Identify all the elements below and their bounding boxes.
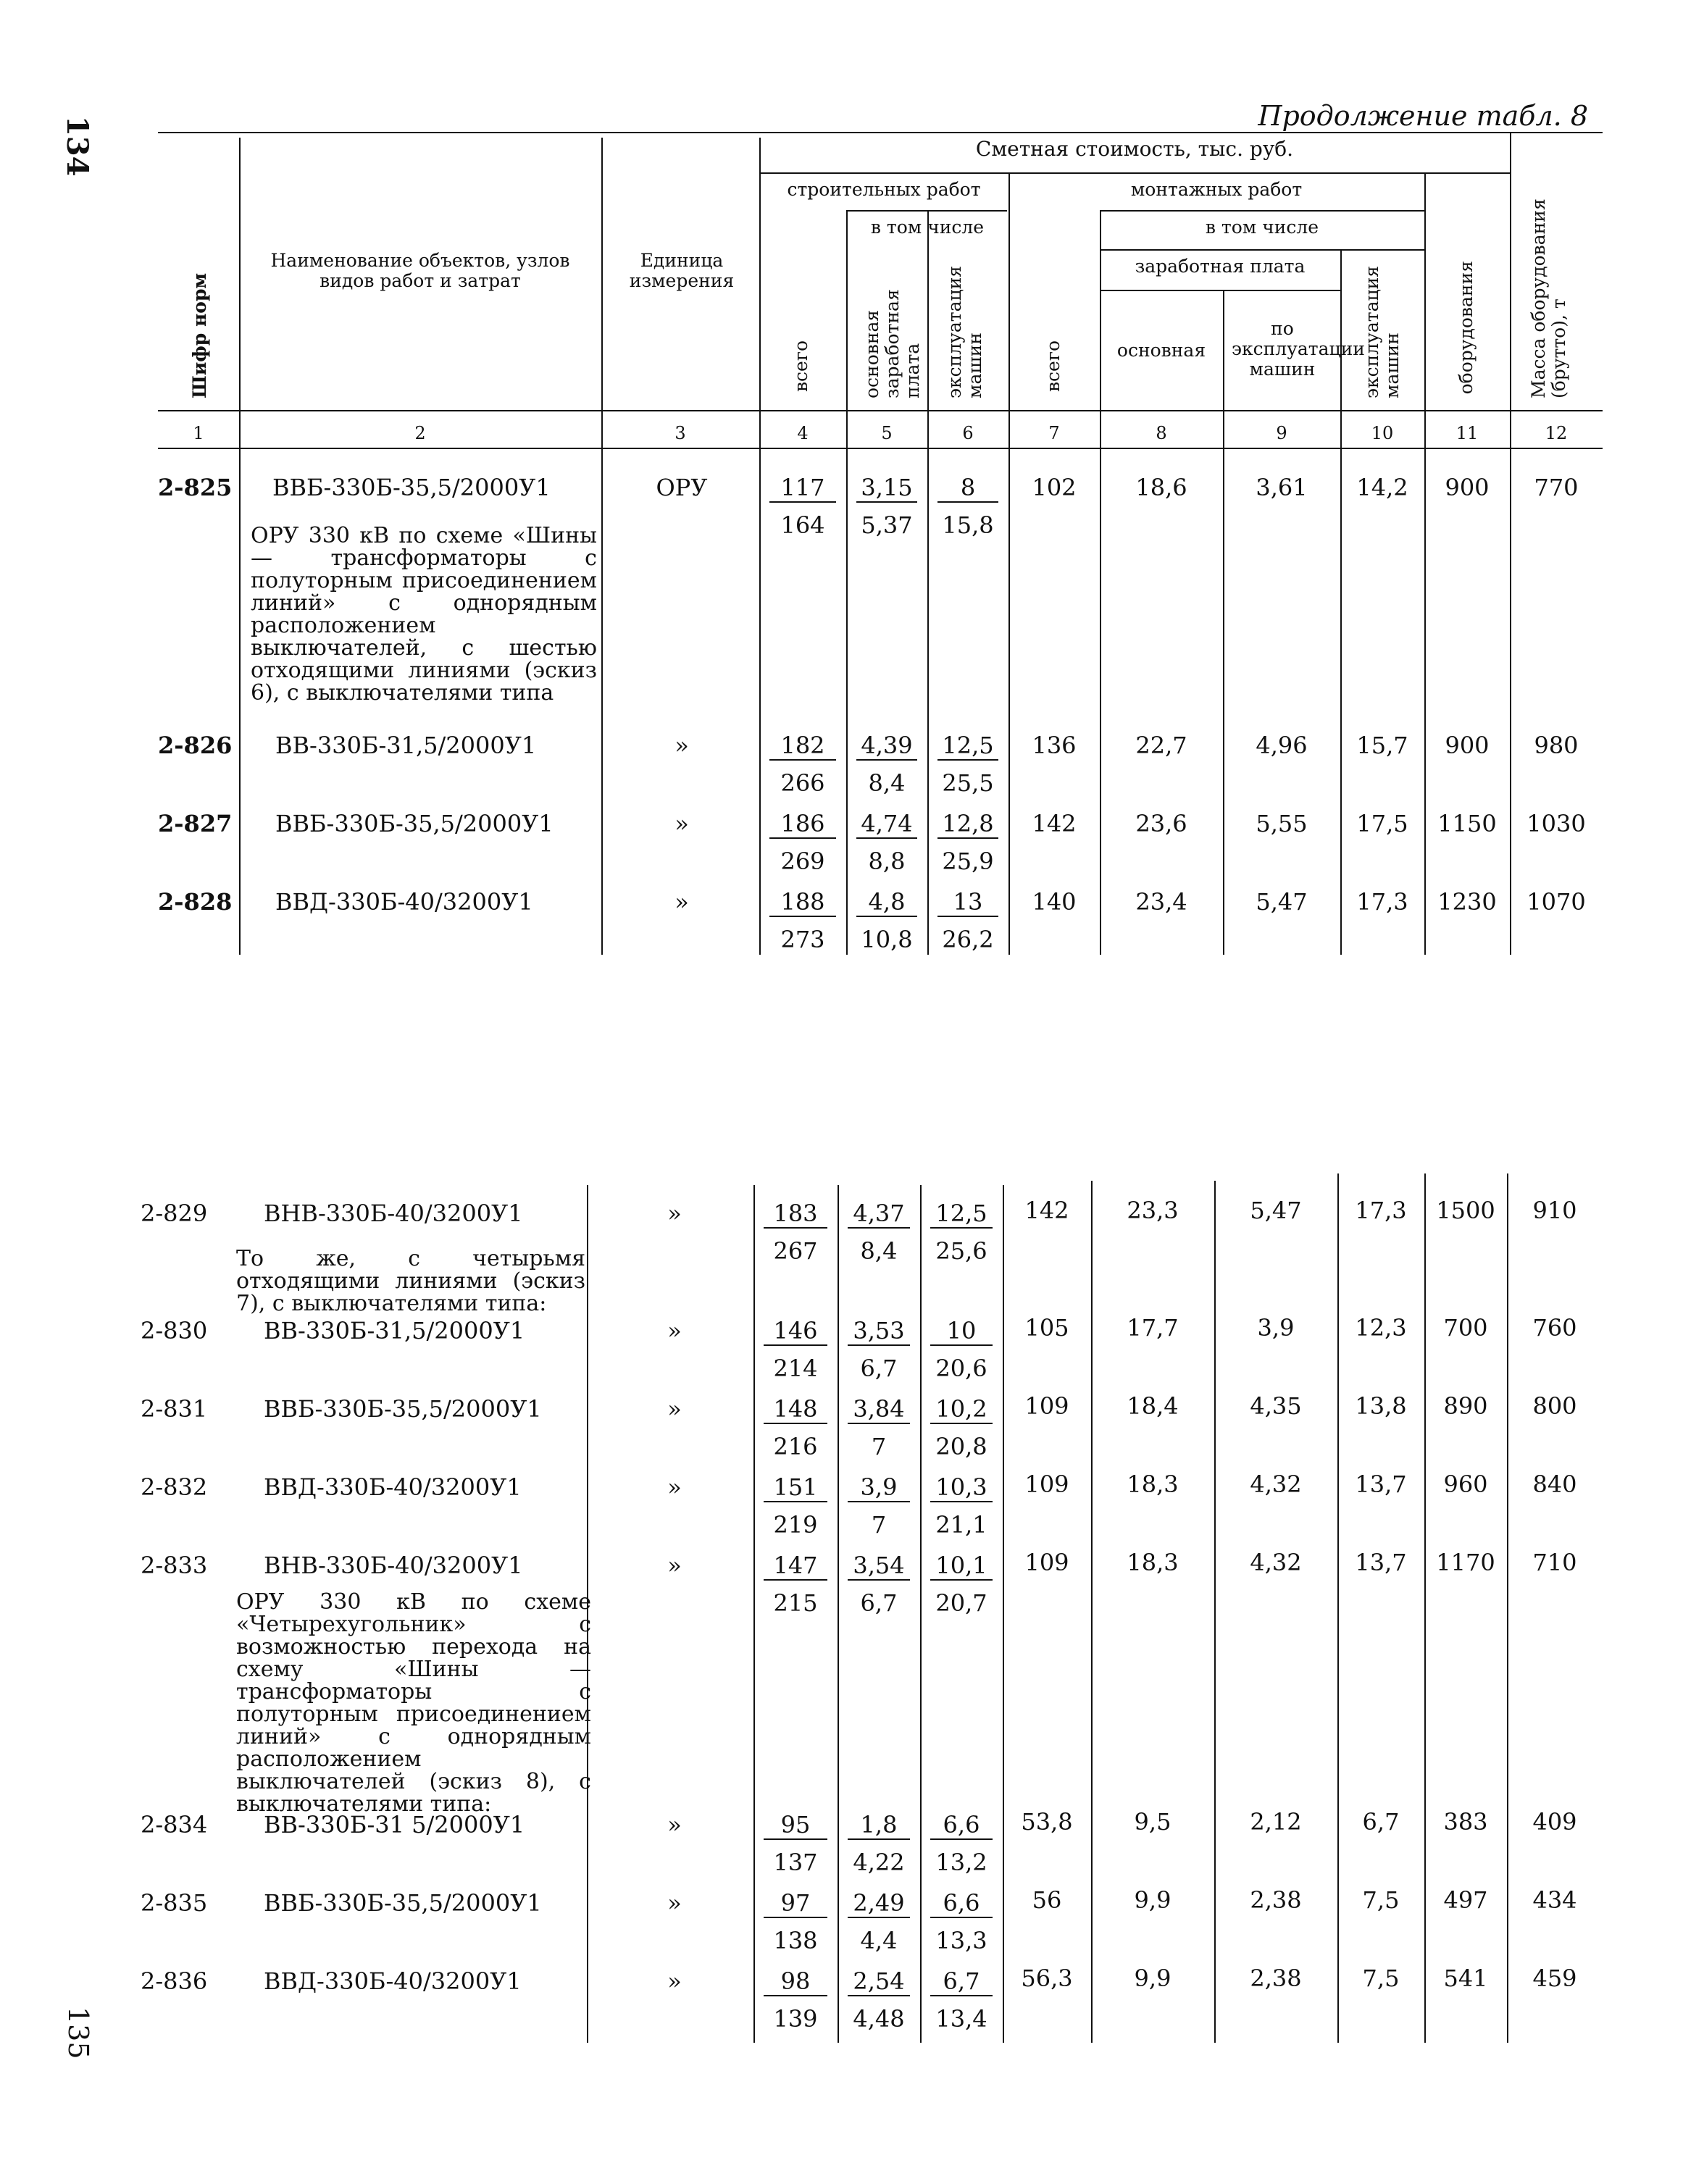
row-c9: 5,47 — [1256, 888, 1308, 916]
colnum-bottom-rule — [158, 448, 1603, 449]
row-c9: 4,96 — [1256, 732, 1308, 759]
row-c5-top: 3,54 — [848, 1552, 910, 1581]
row-c5-bottom: 8,4 — [860, 1237, 898, 1265]
row-c5-top: 3,84 — [848, 1395, 910, 1424]
row-unit: » — [667, 1967, 682, 1995]
column-number: 10 — [1371, 423, 1394, 443]
row-name: ВВБ-330Б-35,5/2000У1 — [264, 1395, 542, 1423]
row-c4-top: 97 — [764, 1889, 827, 1918]
row-c7: 109 — [1024, 1470, 1069, 1498]
row-c11: 497 — [1443, 1886, 1488, 1914]
header-inst-total: всего — [1043, 340, 1064, 393]
header-top-rule — [158, 132, 1603, 133]
row-c5-top: 2,54 — [848, 1967, 910, 1996]
header-inst-including: в том числе — [1205, 217, 1319, 238]
row-c5-top: 2,49 — [848, 1889, 910, 1918]
column-number: 4 — [797, 423, 809, 443]
row-c8: 18,4 — [1127, 1392, 1179, 1420]
row-name: ВВБ-330Б-35,5/2000У1 — [264, 1889, 542, 1917]
row-c9: 5,55 — [1256, 810, 1308, 837]
row-c6-top: 10,3 — [930, 1473, 993, 1502]
rule-inst-incl — [1100, 210, 1424, 212]
column-number: 6 — [962, 423, 974, 443]
row-c5-bottom: 4,22 — [853, 1849, 905, 1876]
row-c4-bottom: 164 — [780, 511, 825, 539]
row-c5-bottom: 8,8 — [868, 848, 906, 875]
row-c4-top: 146 — [764, 1317, 827, 1346]
row-c11: 541 — [1443, 1965, 1488, 1992]
row-c10: 13,8 — [1355, 1392, 1407, 1420]
vline-10 — [1424, 172, 1426, 955]
row-unit: » — [674, 888, 689, 916]
row-c10: 13,7 — [1355, 1549, 1407, 1576]
row-c6-bottom: 20,7 — [935, 1589, 987, 1617]
row-c12: 459 — [1532, 1965, 1577, 1992]
row-c10: 13,7 — [1355, 1470, 1407, 1498]
row-c6-bottom: 21,1 — [935, 1511, 987, 1539]
row-c8: 18,3 — [1127, 1549, 1179, 1576]
column-number: 7 — [1048, 423, 1060, 443]
row-c6-bottom: 26,2 — [942, 926, 994, 953]
row-c10: 17,3 — [1356, 888, 1408, 916]
row-c8: 9,9 — [1134, 1886, 1172, 1914]
row-c6-bottom: 15,8 — [942, 511, 994, 539]
row-c10: 15,7 — [1356, 732, 1408, 759]
row-c4-top: 148 — [764, 1395, 827, 1424]
row-c8: 22,7 — [1135, 732, 1187, 759]
row-c8: 23,3 — [1127, 1197, 1179, 1224]
row-name: ВВ-330Б-31 5/2000У1 — [264, 1811, 525, 1838]
row-c5-top: 4,74 — [856, 810, 917, 839]
continuation-label: Продолжение табл. 8 — [1258, 100, 1588, 132]
row-c8: 23,4 — [1135, 888, 1187, 916]
header-base: основная — [1116, 340, 1206, 361]
vline-4 — [846, 210, 848, 955]
row-c8: 23,6 — [1135, 810, 1187, 837]
row-c4-bottom: 139 — [773, 2005, 818, 2033]
row-name: ВВД-330Б-40/3200У1 — [275, 888, 533, 916]
section2-description-a: То же, с четырьмя отходящими линиями (эскиз 7), с выключателями типа: — [236, 1246, 585, 1316]
row-code: 2-834 — [141, 1811, 208, 1838]
row-c11: 1500 — [1436, 1197, 1495, 1224]
vline-5 — [927, 210, 929, 955]
row-c7: 56 — [1032, 1886, 1062, 1914]
row-c4-bottom: 269 — [780, 848, 825, 875]
row-c11: 890 — [1443, 1392, 1488, 1420]
row-c5-bottom: 6,7 — [860, 1589, 898, 1617]
row-c5-top: 1,8 — [848, 1811, 910, 1840]
row-c11: 700 — [1443, 1314, 1488, 1342]
row-c7: 109 — [1024, 1392, 1069, 1420]
row-c9: 3,61 — [1256, 474, 1308, 501]
row-c9: 2,12 — [1250, 1808, 1302, 1836]
row-c5-bottom: 7 — [871, 1433, 887, 1460]
row-c6-top: 12,5 — [930, 1200, 993, 1229]
header-wage: заработная плата — [1135, 256, 1306, 277]
row-c7: 56,3 — [1021, 1965, 1073, 1992]
row-c6-bottom: 13,2 — [935, 1849, 987, 1876]
section2-vline — [838, 1185, 839, 2043]
row-code: 2-835 — [141, 1889, 208, 1917]
page-number-top: 134 — [60, 116, 94, 177]
row-c7: 140 — [1032, 888, 1077, 916]
row-c11: 900 — [1445, 474, 1490, 501]
row-c4-top: 186 — [769, 810, 836, 839]
row-unit: » — [674, 732, 689, 759]
row-c4-top: 183 — [764, 1200, 827, 1229]
section2-vline — [753, 1185, 755, 2043]
column-number: 8 — [1156, 423, 1167, 443]
row-c10: 6,7 — [1362, 1808, 1400, 1836]
column-number: 2 — [414, 423, 426, 443]
row-c10: 17,5 — [1356, 810, 1408, 837]
row-c9: 4,32 — [1250, 1470, 1302, 1498]
row-c6-top: 10,2 — [930, 1395, 993, 1424]
row-c10: 7,5 — [1362, 1886, 1400, 1914]
rule-constr-incl — [846, 210, 1007, 212]
row-c7: 142 — [1024, 1197, 1069, 1224]
row-c4-top: 182 — [769, 732, 836, 761]
row-c4-top: 98 — [764, 1967, 827, 1996]
row-name: ВВД-330Б-40/3200У1 — [264, 1473, 522, 1501]
row-c6-top: 10 — [930, 1317, 993, 1346]
row-c10: 17,3 — [1355, 1197, 1407, 1224]
header-installation: монтажных работ — [1130, 179, 1303, 200]
header-constr-machines: эксплуатация машин — [944, 265, 985, 398]
row-c7: 136 — [1032, 732, 1077, 759]
row-code: 2-829 — [141, 1200, 208, 1227]
row-c7: 109 — [1024, 1549, 1069, 1576]
row-c6-top: 6,6 — [930, 1811, 993, 1840]
row-c5-bottom: 10,8 — [861, 926, 913, 953]
row-c9: 2,38 — [1250, 1886, 1302, 1914]
row-c7: 142 — [1032, 810, 1077, 837]
vline-6 — [1008, 172, 1010, 955]
row-code: 2-825 — [158, 474, 233, 501]
row-c5-bottom: 6,7 — [860, 1355, 898, 1382]
row-c5-top: 3,9 — [848, 1473, 910, 1502]
row-name: ВНВ-330Б-40/3200У1 — [264, 1552, 523, 1579]
row-c7: 105 — [1024, 1314, 1069, 1342]
row-c12: 800 — [1532, 1392, 1577, 1420]
row-unit: » — [674, 810, 689, 837]
row-c6-top: 12,5 — [937, 732, 998, 761]
row-name: ВВ-330Б-31,5/2000У1 — [264, 1317, 525, 1344]
row-c4-bottom: 267 — [773, 1237, 818, 1265]
row-c4-top: 188 — [769, 888, 836, 917]
row-code: 2-836 — [141, 1967, 208, 1995]
header-inst-machines: эксплуатация машин — [1361, 265, 1403, 398]
row-c9: 5,47 — [1250, 1197, 1302, 1224]
row-code: 2-833 — [141, 1552, 208, 1579]
row-c10: 12,3 — [1355, 1314, 1407, 1342]
header-code: Шифр норм — [189, 272, 210, 398]
row-c4-bottom: 214 — [773, 1355, 818, 1382]
rule-wage — [1101, 290, 1340, 291]
header-name: Наименование объектов, узлов видов работ и затрат — [270, 250, 570, 291]
row-code: 2-827 — [158, 810, 233, 837]
row-c4-bottom: 273 — [780, 926, 825, 953]
row-c7: 53,8 — [1021, 1808, 1073, 1836]
row-c4-bottom: 138 — [773, 1927, 818, 1954]
row-c4-bottom: 216 — [773, 1433, 818, 1460]
row-unit: » — [667, 1317, 682, 1344]
row-c10: 14,2 — [1356, 474, 1408, 501]
row-c11: 1150 — [1437, 810, 1497, 837]
row-c12: 840 — [1532, 1470, 1577, 1498]
row-unit: » — [667, 1473, 682, 1501]
row-c10: 7,5 — [1362, 1965, 1400, 1992]
header-constr-base-wage: основная заработная плата — [861, 289, 923, 398]
vline-7 — [1100, 210, 1101, 955]
row-c12: 409 — [1532, 1808, 1577, 1836]
row-c11: 900 — [1445, 732, 1490, 759]
column-number: 11 — [1456, 423, 1479, 443]
row-code: 2-831 — [141, 1395, 208, 1423]
row-c11: 960 — [1443, 1470, 1488, 1498]
row-c12: 710 — [1532, 1549, 1577, 1576]
row-c4-top: 117 — [769, 474, 836, 503]
row-c5-bottom: 4,48 — [853, 2005, 905, 2033]
row-code: 2-828 — [158, 888, 233, 916]
row-c5-bottom: 4,4 — [860, 1927, 898, 1954]
row-unit: » — [667, 1395, 682, 1423]
column-number: 5 — [881, 423, 893, 443]
row-c4-top: 95 — [764, 1811, 827, 1840]
row-c6-top: 6,6 — [930, 1889, 993, 1918]
section2-description-b: ОРУ 330 кВ по схеме «Четырехугольник» с возможностью перехода на схему «Шины — трансформаторы с полуторным присоединением линий» с однорядным расположением выключателей (эскиз 8), с выключателями типа: — [236, 1589, 591, 1817]
row-c5-top: 4,8 — [856, 888, 917, 917]
row-unit: » — [667, 1811, 682, 1838]
row-c8: 18,3 — [1127, 1470, 1179, 1498]
row-c8: 18,6 — [1135, 474, 1187, 501]
row-c11: 1170 — [1436, 1549, 1495, 1576]
column-number: 3 — [674, 423, 686, 443]
row-c12: 1030 — [1526, 810, 1586, 837]
row-c8: 17,7 — [1127, 1314, 1179, 1342]
section2-vline — [920, 1185, 922, 2043]
row-name: ВВ-330Б-31,5/2000У1 — [275, 732, 537, 759]
row-unit: » — [667, 1889, 682, 1917]
row-c4-bottom: 266 — [780, 769, 825, 797]
row-c6-top: 13 — [937, 888, 998, 917]
row-name: ВВБ-330Б-35,5/2000У1 — [272, 474, 551, 501]
section1-description: ОРУ 330 кВ по схеме «Шины — трансформаторы с полуторным присоединением линий» с однорядным расположением выключателей, с шестью отходящими линиями (эскиз 6), с выключателями типа — [251, 523, 597, 706]
row-c4-top: 147 — [764, 1552, 827, 1581]
column-number: 9 — [1276, 423, 1287, 443]
vline-2 — [601, 138, 603, 955]
row-c6-bottom: 20,8 — [935, 1433, 987, 1460]
row-c5-top: 3,15 — [856, 474, 917, 503]
row-c9: 4,35 — [1250, 1392, 1302, 1420]
row-unit: » — [667, 1200, 682, 1227]
row-c6-bottom: 25,5 — [942, 769, 994, 797]
row-code: 2-832 — [141, 1473, 208, 1501]
row-c6-top: 8 — [937, 474, 998, 503]
row-c5-bottom: 5,37 — [861, 511, 913, 539]
row-c12: 1070 — [1526, 888, 1586, 916]
row-c4-top: 151 — [764, 1473, 827, 1502]
row-c12: 770 — [1534, 474, 1579, 501]
row-c6-bottom: 20,6 — [935, 1355, 987, 1382]
header-bottom-rule — [158, 410, 1603, 411]
vline-8 — [1223, 290, 1224, 955]
header-mass: Масса оборудования (брутто), т — [1528, 198, 1569, 398]
header-constr-including: в том числе — [870, 217, 985, 238]
column-number: 1 — [193, 423, 204, 443]
row-c9: 2,38 — [1250, 1965, 1302, 1992]
row-c6-top: 10,1 — [930, 1552, 993, 1581]
header-constr-total: всего — [790, 340, 811, 393]
row-c12: 434 — [1532, 1886, 1577, 1914]
row-c6-bottom: 13,4 — [935, 2005, 987, 2033]
rule-cost-sub — [759, 172, 1510, 174]
row-c8: 9,5 — [1134, 1808, 1172, 1836]
row-c8: 9,9 — [1134, 1965, 1172, 1992]
column-number: 12 — [1545, 423, 1568, 443]
row-c12: 980 — [1534, 732, 1579, 759]
header-unit: Единица измерения — [629, 250, 735, 291]
row-c6-bottom: 13,3 — [935, 1927, 987, 1954]
row-c6-top: 12,8 — [937, 810, 998, 839]
row-c5-top: 4,37 — [848, 1200, 910, 1229]
row-c9: 3,9 — [1257, 1314, 1295, 1342]
header-estimated-cost: Сметная стоимость, тыс. руб. — [975, 137, 1294, 161]
row-c4-bottom: 137 — [773, 1849, 818, 1876]
row-code: 2-826 — [158, 732, 233, 759]
row-c9: 4,32 — [1250, 1549, 1302, 1576]
vline-3 — [759, 138, 761, 955]
row-name: ВНВ-330Б-40/3200У1 — [264, 1200, 523, 1227]
header-equipment: оборудования — [1456, 261, 1477, 395]
row-unit: ОРУ — [656, 474, 708, 501]
row-c5-bottom: 7 — [871, 1511, 887, 1539]
header-construction: строительных работ — [787, 179, 981, 200]
row-c11: 1230 — [1437, 888, 1497, 916]
row-code: 2-830 — [141, 1317, 208, 1344]
row-c12: 760 — [1532, 1314, 1577, 1342]
row-name: ВВБ-330Б-35,5/2000У1 — [275, 810, 554, 837]
row-c5-top: 3,53 — [848, 1317, 910, 1346]
section2-vline — [587, 1185, 588, 2043]
row-name: ВВД-330Б-40/3200У1 — [264, 1967, 522, 1995]
row-c11: 383 — [1443, 1808, 1488, 1836]
row-c4-bottom: 215 — [773, 1589, 818, 1617]
header-machine-wage: по эксплуатации машин — [1232, 318, 1365, 380]
row-c6-bottom: 25,6 — [935, 1237, 987, 1265]
row-c4-bottom: 219 — [773, 1511, 818, 1539]
page-number-bottom: 135 — [62, 2007, 94, 2059]
row-c7: 102 — [1032, 474, 1077, 501]
row-c6-bottom: 25,9 — [942, 848, 994, 875]
row-c6-top: 6,7 — [930, 1967, 993, 1996]
row-c5-bottom: 8,4 — [868, 769, 906, 797]
row-unit: » — [667, 1552, 682, 1579]
rule-inst-incl2 — [1100, 249, 1424, 251]
row-c12: 910 — [1532, 1197, 1577, 1224]
vline-1 — [239, 138, 241, 955]
row-c5-top: 4,39 — [856, 732, 917, 761]
